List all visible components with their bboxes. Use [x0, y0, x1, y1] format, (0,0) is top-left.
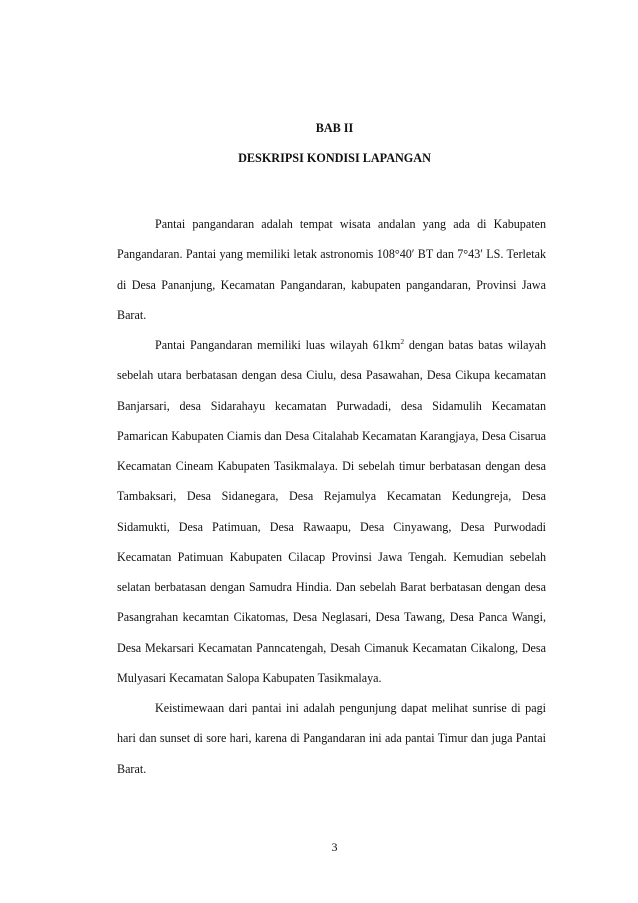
chapter-heading: BAB II: [315, 121, 354, 135]
chapter-title: DESKRIPSI KONDISI LAPANGAN: [238, 151, 431, 165]
paragraph-boundaries-lead: Pantai Pangandaran memiliki luas wilayah 61km: [155, 338, 401, 352]
paragraph-location: Pantai pangandaran adalah tempat wisata andalan yang ada di Kabupaten Pangandaran. Pantai yang memiliki letak astronomis 108°40′ BT dan 7°43′ LS. Terletak di Desa Pananjung, Kecamatan Pangandaran, kabupaten pangandaran, Provinsi Jawa Barat.: [117, 217, 546, 322]
superscript-squared: 2: [400, 336, 405, 346]
paragraph-boundaries-rest: dengan batas batas wilayah sebelah utara berbatasan dengan desa Ciulu, desa Pasawahan, Desa Cikupa kecamatan Banjarsari, desa Sidarahayu kecamatan Purwadadi, desa Sidamulih Kecamatan Pamarican Kabupaten Ciamis dan Desa Citalahab Kecamatan Karangjaya, Desa Cisarua Kecamatan Cineam Kabupaten Tasikmalaya. Di sebelah timur berbatasan dengan desa Tambaksari, Desa Sidanegara, Desa Rejamulya Kecamatan Kedungreja, Desa Sidamukti, Desa Patimuan, Desa Rawaapu, Desa Cinyawang, Desa Purwodadi Kecamatan Patimuan Kabupaten Cilacap Provinsi Jawa Tengah. Kemudian sebelah selatan berbatasan dengan Samudra Hindia. Dan sebelah Barat berbatasan dengan desa Pasangrahan kecamtan Cikatomas, Desa Neglasari, Desa Tawang, Desa Panca Wangi, Desa Mekarsari Kecamatan Panncatengah, Desah Cimanuk Kecamatan Cikalong, Desa Mulyasari Kecamatan Salopa Kabupaten Tasikmalaya.: [117, 338, 546, 685]
page-number: 3: [331, 840, 338, 854]
document-body: [117, 209, 546, 784]
paragraph-features: Keistimewaan dari pantai ini adalah pengunjung dapat melihat sunrise di pagi hari dan sunset di sore hari, karena di Pangandaran ini ada pantai Timur dan juga Pantai Barat.: [117, 701, 546, 776]
paragraph-boundaries: [117, 330, 546, 693]
